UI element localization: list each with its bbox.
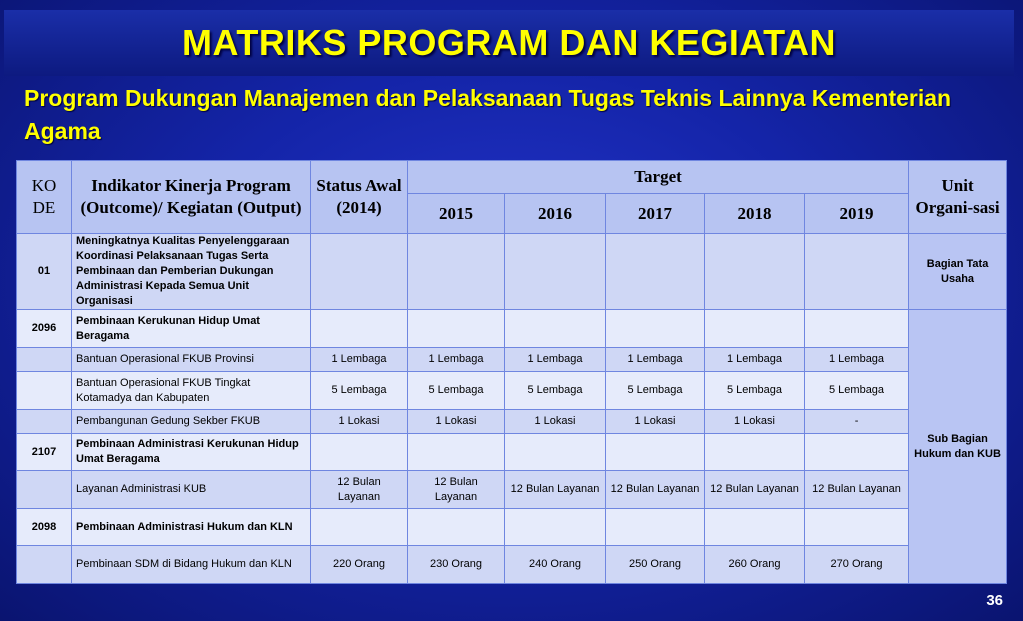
- row-description: Meningkatnya Kualitas Penyelenggaraan Koordinasi Pelaksanaan Tugas Serta Pembinaan dan Pemberian Dukungan Administrasi Kepada Semua Unit Organisasi: [72, 234, 311, 310]
- row-cell: [311, 310, 408, 348]
- row-cell: [705, 234, 805, 310]
- merged-unit: Sub Bagian Hukum dan KUB: [909, 310, 1007, 584]
- row-description: Bantuan Operasional FKUB Provinsi: [72, 348, 311, 372]
- table-row: [17, 348, 1007, 372]
- row-value: 1 Lembaga: [408, 348, 505, 372]
- row-value: 12 Bulan Layanan: [606, 471, 705, 509]
- row-value: 1 Lokasi: [606, 410, 705, 434]
- row-cell: [505, 310, 606, 348]
- table-row: [17, 410, 1007, 434]
- row-cell: [805, 310, 909, 348]
- row-code: 2098: [17, 509, 72, 546]
- row-value: 1 Lokasi: [408, 410, 505, 434]
- table-row: [17, 434, 1007, 471]
- row-description: Layanan Administrasi KUB: [72, 471, 311, 509]
- row-cell: [606, 234, 705, 310]
- row-value: 1 Lembaga: [705, 348, 805, 372]
- row-value: 270 Orang: [805, 546, 909, 584]
- row-code: [17, 372, 72, 410]
- slide-subtitle: Program Dukungan Manajemen dan Pelaksanaan Tugas Teknis Lainnya Kementerian Agama: [24, 85, 952, 144]
- row-value: 1 Lembaga: [805, 348, 909, 372]
- row-cell: [311, 434, 408, 471]
- row-description: Bantuan Operasional FKUB Tingkat Kotamadya dan Kabupaten: [72, 372, 311, 410]
- row-code: 2096: [17, 310, 72, 348]
- slide-title: MATRIKS PROGRAM DAN KEGIATAN: [182, 22, 836, 63]
- row-value: 1 Lokasi: [505, 410, 606, 434]
- row-value: 5 Lembaga: [311, 372, 408, 410]
- row-cell: [805, 234, 909, 310]
- table-row: [17, 372, 1007, 410]
- row-description: Pembinaan Administrasi Kerukunan Hidup Umat Beragama: [72, 434, 311, 471]
- program-matrix-table: [16, 160, 1007, 584]
- row-value: 220 Orang: [311, 546, 408, 584]
- header-year: 2016: [505, 194, 606, 234]
- page-number: 36: [986, 592, 1003, 609]
- table-row: [17, 310, 1007, 348]
- header-year: 2018: [705, 194, 805, 234]
- row-value: 260 Orang: [705, 546, 805, 584]
- table-row: [17, 471, 1007, 509]
- header-status: Status Awal (2014): [311, 161, 408, 234]
- row-cell: [805, 434, 909, 471]
- row-description: Pembinaan Administrasi Hukum dan KLN: [72, 509, 311, 546]
- row-cell: [408, 509, 505, 546]
- header-unit: Unit Organi-sasi: [909, 161, 1007, 234]
- row-cell: [311, 234, 408, 310]
- row-value: 230 Orang: [408, 546, 505, 584]
- row-value: -: [805, 410, 909, 434]
- row-cell: [505, 434, 606, 471]
- header-kode: KO DE: [17, 161, 72, 234]
- row-value: 1 Lokasi: [311, 410, 408, 434]
- row-code: 2107: [17, 434, 72, 471]
- row-value: 12 Bulan Layanan: [705, 471, 805, 509]
- row-description: Pembangunan Gedung Sekber FKUB: [72, 410, 311, 434]
- row-value: 12 Bulan Layanan: [805, 471, 909, 509]
- row-value: 1 Lembaga: [505, 348, 606, 372]
- row-value: 12 Bulan Layanan: [311, 471, 408, 509]
- row-cell: [311, 509, 408, 546]
- row-code: [17, 471, 72, 509]
- header-indikator: Indikator Kinerja Program (Outcome)/ Kegiatan (Output): [72, 161, 311, 234]
- row-code: 01: [17, 234, 72, 310]
- table-row: [17, 546, 1007, 584]
- header-year: 2019: [805, 194, 909, 234]
- header-target: Target: [408, 161, 909, 194]
- row-value: 12 Bulan Layanan: [505, 471, 606, 509]
- row-cell: [408, 434, 505, 471]
- row-cell: [606, 434, 705, 471]
- row-value: 1 Lokasi: [705, 410, 805, 434]
- row-description: Pembinaan Kerukunan Hidup Umat Beragama: [72, 310, 311, 348]
- row-value: 5 Lembaga: [505, 372, 606, 410]
- row-value: 12 Bulan Layanan: [408, 471, 505, 509]
- row-cell: [606, 310, 705, 348]
- row-value: 240 Orang: [505, 546, 606, 584]
- row-description: Pembinaan SDM di Bidang Hukum dan KLN: [72, 546, 311, 584]
- row-cell: [805, 509, 909, 546]
- row-cell: [705, 310, 805, 348]
- row-code: [17, 348, 72, 372]
- table-row: [17, 509, 1007, 546]
- row-value: 5 Lembaga: [705, 372, 805, 410]
- row-code: [17, 410, 72, 434]
- row-cell: [606, 509, 705, 546]
- header-year: 2015: [408, 194, 505, 234]
- row-value: 5 Lembaga: [408, 372, 505, 410]
- row-cell: [408, 234, 505, 310]
- row-cell: [705, 509, 805, 546]
- row-cell: [705, 434, 805, 471]
- title-band: [4, 10, 1014, 76]
- row-unit: Bagian Tata Usaha: [909, 234, 1007, 310]
- header-year: 2017: [606, 194, 705, 234]
- row-value: 1 Lembaga: [606, 348, 705, 372]
- table-row: [17, 234, 1007, 310]
- row-cell: [505, 234, 606, 310]
- row-cell: [505, 509, 606, 546]
- row-code: [17, 546, 72, 584]
- row-value: 250 Orang: [606, 546, 705, 584]
- row-value: 5 Lembaga: [606, 372, 705, 410]
- row-cell: [408, 310, 505, 348]
- row-value: 5 Lembaga: [805, 372, 909, 410]
- row-value: 1 Lembaga: [311, 348, 408, 372]
